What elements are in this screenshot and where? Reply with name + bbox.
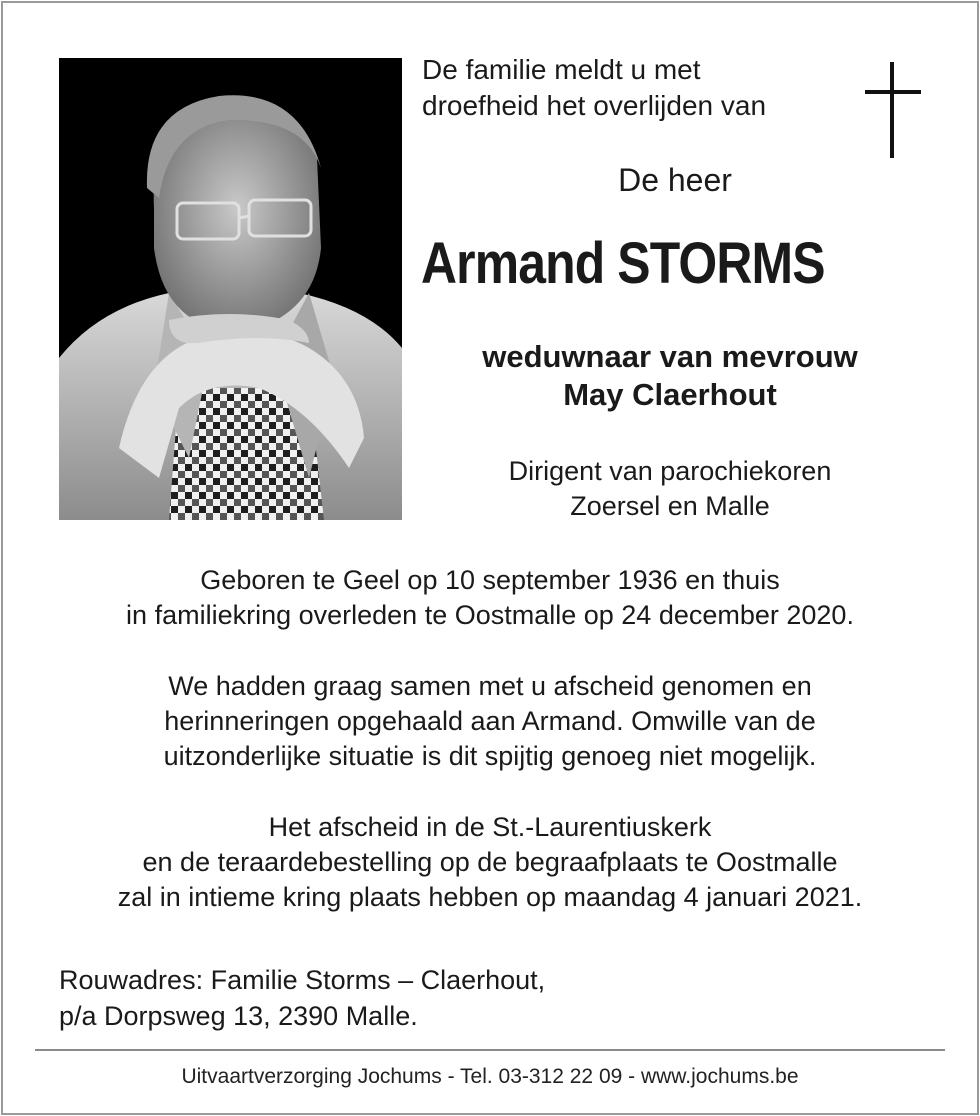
paragraph-line: zal in intieme kring plaats hebben op maandag 4 januari 2021. [117, 882, 863, 912]
paragraph-line: uitzonderlijke situatie is dit spijtig genoeg niet mogelijk. [163, 741, 817, 771]
address-line: p/a Dorpsweg 13, 2390 Malle. [59, 1001, 418, 1031]
intro-text [422, 52, 842, 124]
intro-line: droefheid het overlijden van [422, 90, 767, 121]
portrait-photo [59, 58, 402, 520]
intro-line: De familie meldt u met [422, 54, 701, 85]
spouse-line: May Claerhout [563, 377, 777, 412]
salutation: De heer [618, 162, 732, 198]
paragraph-line: Het afscheid in de St.-Laurentiuskerk [268, 812, 712, 842]
role-info [420, 454, 920, 524]
role-line: Zoersel en Malle [570, 491, 770, 521]
deceased-name: Armand STORMS [421, 231, 825, 296]
funeral-home-footer: Uitvaartverzorging Jochums - Tel. 03-312 22 09 - www.jochums.be [181, 1065, 799, 1088]
mourning-address [59, 962, 759, 1034]
role-line: Dirigent van parochiekoren [508, 456, 832, 486]
paragraph-line: We hadden graag samen met u afscheid genomen en [168, 671, 812, 701]
birth-death-paragraph [20, 563, 960, 633]
ceremony-paragraph [20, 810, 960, 915]
spouse-info [420, 338, 920, 414]
paragraph-line: in familiekring overleden te Oostmalle op 24 december 2020. [126, 600, 854, 630]
paragraph-line: en de teraardebestelling op de begraafplaats te Oostmalle [142, 847, 838, 877]
address-line: Rouwadres: Familie Storms – Claerhout, [59, 965, 546, 995]
latin-cross-icon [862, 60, 924, 160]
message-paragraph [20, 669, 960, 774]
spouse-line: weduwnaar van mevrouw [482, 339, 858, 374]
paragraph-line: herinneringen opgehaald aan Armand. Omwille van de [164, 706, 816, 736]
paragraph-line: Geboren te Geel op 10 september 1936 en thuis [200, 565, 780, 595]
footer-divider [35, 1049, 945, 1051]
